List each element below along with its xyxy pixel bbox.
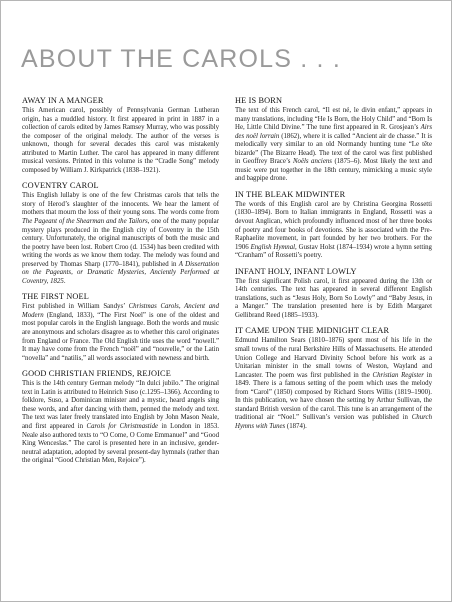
body-text: This American carol, possibly of Pennsylvania German Lutheran origin, has a muddled history. It first appeared in print in 1887 in a collection of carols edited by James Ramsey Murray, who was possibly the composer of the original melody. The author of the verses is unknown, though for several decades this carol was mistakenly attributed to Martin Luther. The carol has appeared in many different musical versions. Printed in this volume is the “Cradle Song” melody composed by William J. Kirkpatrick (1838–1921). — [22, 107, 219, 174]
body-text: . — [63, 277, 66, 285]
body-text: Edmund Hamilton Sears (1810–1876) spent most of his life in the small towns of the rural Berkshire Hills of Massachusetts. He attended Union College and Harvard Divinity School before his work as a Unitarian minister in the small towns of Weston, Wayland and Lancaster. The poem was first published in the — [235, 337, 432, 379]
work-title: Noëls anciens — [292, 158, 332, 166]
body-text: The text of this French carol, “Il est né, le divin enfant,” appears in many translations, including “He Is Born, the Holy Child” and “Born Is He, Little Child Divine.” The tune first appeared in R. Grosjean’s — [235, 107, 432, 132]
body-text: This English lullaby is one of the few Christmas carols that tells the story of Herod’s slaughter of the innocents. We hear the lament of mothers that mourn the loss of their young sons. The words come from — [22, 192, 219, 217]
section-it-came-upon-the-midnight-clear — [235, 326, 432, 431]
section-heading: COVENTRY CAROL — [22, 181, 99, 191]
section-heading: IN THE BLEAK MIDWINTER — [235, 189, 346, 199]
section-good-christian-friends-rejoice — [22, 369, 219, 465]
body-text: The first significant Polish carol, it first appeared during the 13th or 14th centuries. The text has appeared in several different English translations, such as “Jesus Holy, Born So Lowly” and “Baby Jesus, in a Manger.” The translation presented here is by Edith Margaret Gellibrand Reed (1885–1933). — [235, 277, 432, 319]
section-body — [235, 107, 432, 184]
body-text: (1862), where it is called “Ancient air de chasse.” It is melodically very similar to an old Normandy hunting tune “Le tête bizarde” (The Bizarre Head). The text of the carol was first published in Geoffrey Brace’s — [235, 132, 433, 166]
work-title: Airs des noël lorrain — [235, 124, 432, 140]
body-text: in London in 1853. Neale also authored texts to “O Come, O Come Emmanuel” and “Good King Wenceslas.” The carol is presented here in an inclusive, gender-neutral adaptation, adopted by several present-day hymnals (rather than the original “Good Christian Men, Rejoice”). — [22, 422, 219, 465]
body-text: in 1849. There is a famous setting of the poem which uses the melody from “Carol” (1850) composed by Richard Storrs Willis (1819–1900). In this publication, we have chosen the setting by Arthur Sullivan, the standard British version of the carol. This tune is an arrangement of the traditional air “Noel.” Sullivan’s version was published in — [235, 371, 432, 422]
section-heading: HE IS BORN — [235, 96, 283, 105]
section-away-in-a-manger — [22, 96, 219, 175]
section-body — [22, 303, 219, 363]
body-text: This is the 14th century German melody “In dulci jubilo.” The original text in Latin is attributed to Heinrich Suso (c.1295–1366). According to folklore, Suso, a Dominican minister and a mystic, heard angels sing these words, and after dancing with them, penned the melody and text. The text was later freely translated into English by John Mason Neale, and first appeared in — [22, 380, 219, 430]
body-text: (1874). — [285, 422, 307, 430]
section-body — [22, 380, 219, 465]
section-heading: IT CAME UPON THE MIDNIGHT CLEAR — [235, 326, 390, 336]
left-column — [22, 96, 219, 472]
work-title: English Hymnal — [250, 243, 296, 251]
body-text: , one of the many popular mystery plays produced in the English city of Coventry in the 15th century. Unfortunately, the original manuscripts of both the music and the poetry have been lost. Robert Croo (d. 1534) has been credited with writing the words as we know them today. The melody was found and preserved by Thomas Sharp (1770–1841), published in — [22, 218, 219, 268]
section-body — [22, 192, 219, 286]
body-text: (England, 1833), “The First Noel” is one of the oldest and most popular carols in the English language. Both the words and music are anonymous and scholars disagree as to whether this carol originates from England or France. The Old English title uses the word “nowell.” It may have come from the French “noël” and “nouvelle,” or the Latin “novella” and “natilis,” all words associated with newness and birth. — [22, 311, 219, 362]
work-title: Christmas Carols, Ancient and Modern — [22, 303, 219, 319]
page-title: ABOUT THE CAROLS . . . — [21, 45, 341, 73]
section-body — [235, 201, 432, 261]
section-he-is-born — [235, 96, 432, 184]
work-title: Carols for Christmastide — [86, 422, 159, 430]
work-title: Christian Register — [372, 371, 424, 379]
body-text: , Gustav Holst (1874–1934) wrote a hymn setting “Cranham” of Rossetti’s poetry. — [235, 243, 432, 260]
section-the-first-noel — [22, 292, 219, 363]
section-infant-holy-infant-lowly — [235, 267, 432, 321]
section-heading: AWAY IN A MANGER — [22, 96, 104, 105]
section-heading: GOOD CHRISTIAN FRIENDS, REJOICE — [22, 369, 171, 379]
section-body — [235, 337, 432, 431]
work-title: The Pageant of the Shearman and the Tailors — [22, 218, 148, 226]
work-title: A Dissertation on the Pageants, or Dramatic Mysteries, Anciently Performed at Coventry, 1825 — [22, 260, 219, 285]
work-title: Church Hymns with Tunes — [235, 414, 432, 430]
section-heading: INFANT HOLY, INFANT LOWLY — [235, 266, 357, 276]
section-body — [235, 278, 432, 321]
section-heading: THE FIRST NOEL — [22, 292, 89, 302]
section-body — [22, 107, 219, 175]
body-text: The words of this English carol are by Christina Georgina Rossetti (1830–1894). Born to Italian immigrants in England, Rossetti was a devout Anglican, which profoundly influenced most of her three books of poetry and four books of devotions. She is associated with the Pre-Raphaelite movement, in part founded by her two brothers. For the 1906 — [235, 200, 432, 251]
body-text: (1875–6). Most likely the text and music were put together in the 18th century, mimicking a music style and bagpipe drone. — [235, 158, 432, 183]
right-column — [235, 96, 432, 438]
section-in-the-bleak-midwinter — [235, 190, 432, 261]
body-text: First published in William Sandys’ — [22, 303, 129, 311]
section-coventry-carol — [22, 181, 219, 286]
